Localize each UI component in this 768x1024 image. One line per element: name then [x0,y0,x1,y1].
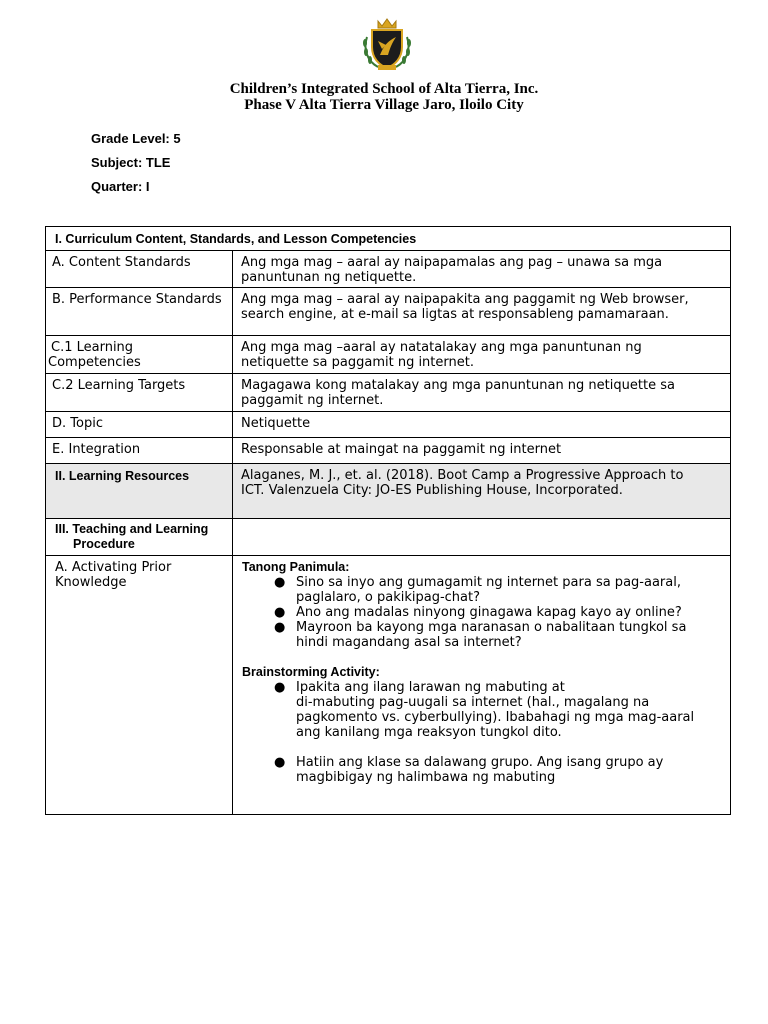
lesson-plan-table [45,226,731,815]
bullet-icon: ● [274,755,286,770]
row-value: Netiquette [241,416,311,431]
brainstorm-heading: Brainstorming Activity: [242,665,380,679]
table-row-performance-standards [46,287,730,335]
bullet-icon: ● [274,575,286,590]
row-value: Ang mga mag –aaral ay natatalakay ang mga panuntunan ng netiquette sa paggamit ng internet. [241,340,642,370]
row-label: II. Learning Resources [46,464,233,518]
table-row-integration [46,437,730,463]
subject: Subject: TLE [91,155,171,170]
list-item: ● Sino sa inyo ang gumagamit ng internet para sa pag-aaral, paglalaro, o pakikipag-chat? [274,575,681,605]
row-value: Responsable at maingat na paggamit ng internet [241,442,562,457]
section-row-curriculum [46,227,730,250]
section-title: I. Curriculum Content, Standards, and Lesson Competencies [55,232,417,246]
school-name: Children’s Integrated School of Alta Tierra, Inc. [229,81,539,97]
list-item: ● Hatiin ang klase sa dalawang grupo. Ang isang grupo ay magbibigay ng halimbawa ng mabuting [274,755,664,785]
table-row-activating-prior-knowledge [46,555,730,814]
grade-level: Grade Level: 5 [91,131,181,146]
table-row-learning-resources [46,463,730,518]
bullet-icon: ● [274,620,286,635]
row-label: B. Performance Standards [46,288,233,335]
list-item: ● Ipakita ang ilang larawan ng mabuting at di-mabuting pag-uugali sa internet (hal., magalang na pagkomento vs. cyberbullying). Ibabahagi ng mga mag-aaral ang kanilang mga reaksyon tungkol dito. [274,680,695,740]
bullet-icon: ● [274,605,286,620]
row-label: C.1 Learning Competencies [46,336,233,373]
bullet-icon: ● [274,680,286,695]
row-label: E. Integration [46,438,233,463]
row-label: A. Activating Prior Knowledge [46,556,233,814]
table-row-content-standards [46,250,730,287]
table-row-learning-competencies [46,335,730,373]
list-item: ● Mayroon ba kayong mga naranasan o nabalitaan tungkol sa hindi magandang asal sa internet? [274,620,687,650]
row-value: Ang mga mag – aaral ay naipapakita ang paggamit ng Web browser, search engine, at e-mail sa ligtas at responsableng pamamaraan. [241,292,689,322]
tanong-heading: Tanong Panimula: [242,560,350,574]
list-item: ● Ano ang madalas ninyong ginagawa kapag kayo ay online? [274,605,682,620]
table-row-teaching-procedure [46,518,730,555]
row-label: C.2 Learning Targets [46,374,233,411]
school-crest-logo [358,15,416,73]
table-row-learning-targets [46,373,730,411]
row-label: III. Teaching and Learning Procedure [46,519,233,555]
quarter: Quarter: I [91,179,150,194]
row-label: D. Topic [46,412,233,437]
table-row-topic [46,411,730,437]
row-value: Ang mga mag – aaral ay naipapamalas ang pag – unawa sa mga panuntunan ng netiquette. [241,255,663,285]
row-label: A. Content Standards [46,251,233,287]
row-value [233,556,730,814]
school-address: Phase V Alta Tierra Village Jaro, Iloilo City [244,97,524,113]
row-value-empty [233,519,730,555]
row-value: Magagawa kong matalakay ang mga panuntunan ng netiquette sa paggamit ng internet. [241,378,675,408]
row-value: Alaganes, M. J., et. al. (2018). Boot Camp a Progressive Approach to ICT. Valenzuela City: JO-ES Publishing House, Incorporated. [241,468,684,498]
